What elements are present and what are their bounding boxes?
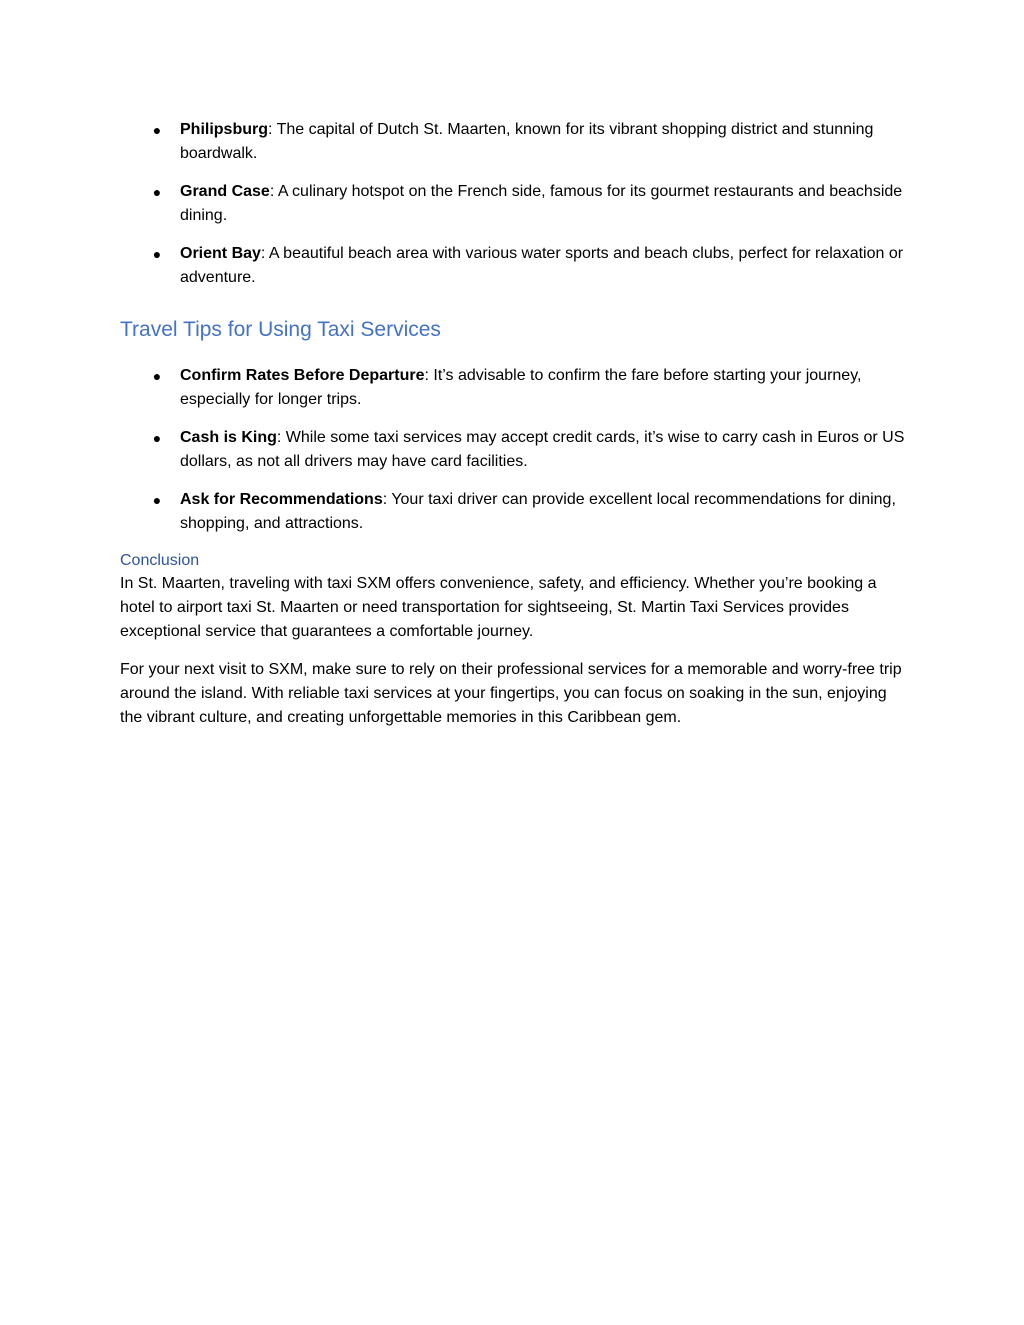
bullet-icon: ●	[152, 122, 162, 138]
list-item-text: : It’s advisable to confirm the fare before starting your journey, especially for longer trips.	[180, 367, 862, 408]
list-item-text: : While some taxi services may accept credit cards, it’s wise to carry cash in Euros or US dollars, as not all drivers may have card facilities.	[180, 429, 905, 470]
list-item	[120, 118, 910, 166]
conclusion-paragraph: In St. Maarten, traveling with taxi SXM offers convenience, safety, and efficiency. Whether you’re booking a hotel to airport taxi St. Maarten or need transportation for sightseeing, St. Martin Taxi Services provides exceptional service that guarantees a comfortable journey.	[120, 575, 877, 640]
bullet-icon: ●	[152, 492, 162, 508]
conclusion-paragraph: For your next visit to SXM, make sure to rely on their professional services for a memorable and worry-free trip around the island. With reliable taxi services at your fingertips, you can focus on soaking in the sun, enjoying the vibrant culture, and creating unforgettable memories in this Caribbean gem.	[120, 661, 902, 726]
list-item-term: Philipsburg	[180, 121, 268, 138]
list-item-text: : A beautiful beach area with various water sports and beach clubs, perfect for relaxation or adventure.	[180, 245, 904, 286]
list-item-text: : A culinary hotspot on the French side, famous for its gourmet restaurants and beachside dining.	[180, 183, 903, 224]
list-item-term: Ask for Recommendations	[180, 491, 383, 508]
bullet-icon: ●	[152, 246, 162, 262]
bullet-icon: ●	[152, 368, 162, 384]
list-item-term: Orient Bay	[180, 245, 261, 262]
bullet-icon: ●	[152, 430, 162, 446]
document-page	[120, 118, 910, 744]
list-item	[120, 180, 910, 228]
list-item	[120, 364, 910, 412]
list-item-term: Confirm Rates Before Departure	[180, 367, 425, 384]
bullet-icon: ●	[152, 184, 162, 200]
locations-list	[120, 118, 910, 290]
list-item	[120, 426, 910, 474]
list-item	[120, 242, 910, 290]
list-item	[120, 488, 910, 536]
tips-heading: Travel Tips for Using Taxi Services	[120, 318, 441, 341]
list-item-term: Grand Case	[180, 183, 270, 200]
list-item-text: : The capital of Dutch St. Maarten, known for its vibrant shopping district and stunning boardwalk.	[180, 121, 874, 162]
tips-list	[120, 364, 910, 536]
list-item-text: : Your taxi driver can provide excellent local recommendations for dining, shopping, and attractions.	[180, 491, 896, 532]
conclusion-heading: Conclusion	[120, 552, 200, 569]
list-item-term: Cash is King	[180, 429, 277, 446]
